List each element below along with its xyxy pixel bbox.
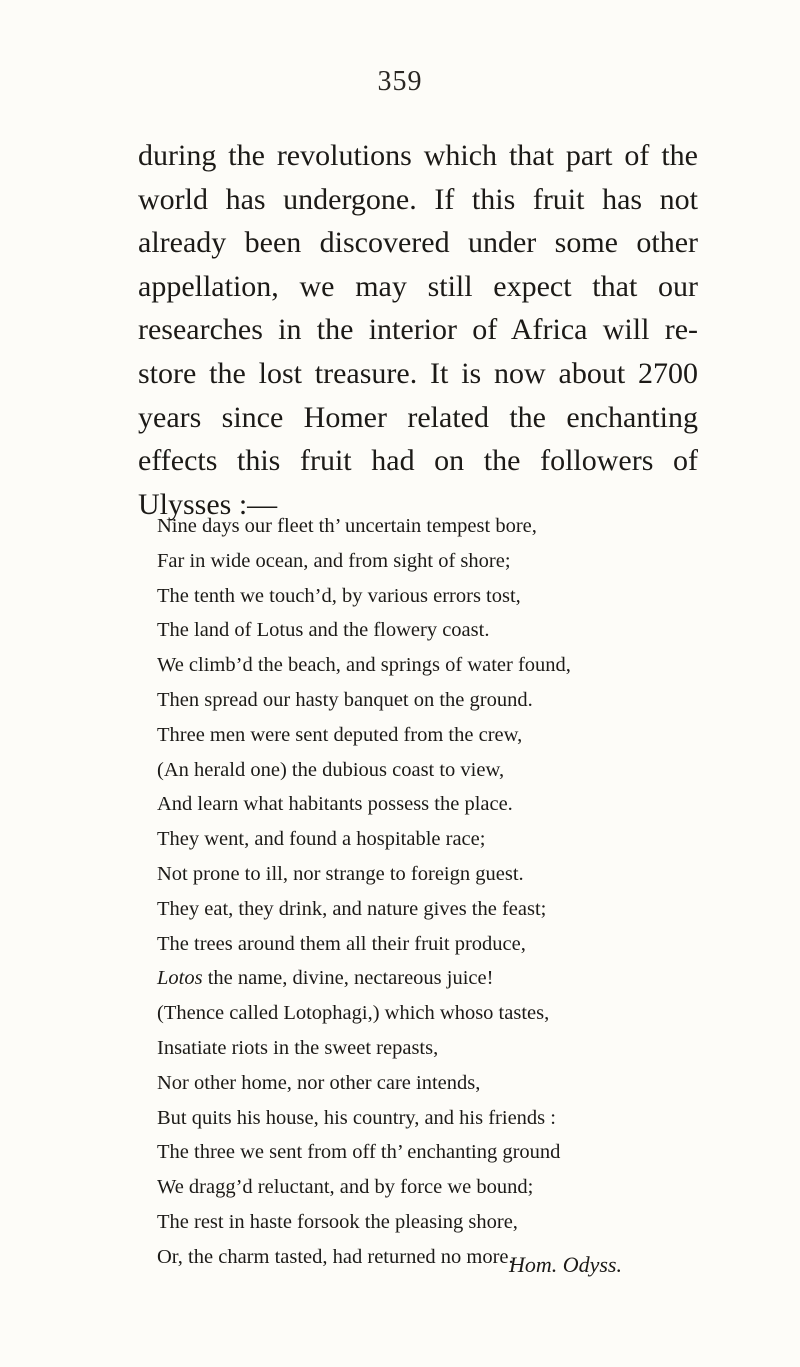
- prose-line: store the lost treasure. It is now about 2700: [138, 356, 698, 390]
- poem-line-text: the name, divine, nectareous juice!: [207, 967, 494, 990]
- poem-line: Not prone to ill, nor strange to foreign guest.: [157, 862, 524, 885]
- prose-line: appellation, we may still expect that our: [138, 269, 698, 303]
- poem-line: And learn what habitants possess the place.: [157, 793, 513, 816]
- poem-attribution: Hom. Odyss.: [508, 1252, 622, 1277]
- prose-line: already been discovered under some other: [138, 226, 698, 260]
- prose-paragraph: [138, 134, 698, 526]
- poem-quotation: [157, 509, 717, 1275]
- poem-line: [157, 961, 717, 996]
- poem-line: (An herald one) the dubious coast to view,: [157, 758, 505, 781]
- poem-line: Or, the charm tasted, had returned no more.: [157, 1245, 514, 1268]
- poem-line: They eat, they drink, and nature gives the feast;: [157, 897, 547, 920]
- prose-line: years since Homer related the enchanting: [138, 400, 698, 434]
- poem-line: Insatiate riots in the sweet repasts,: [157, 1036, 439, 1059]
- poem-line: Nor other home, nor other care intends,: [157, 1071, 481, 1094]
- poem-line: The three we sent from off th’ enchanting ground: [157, 1141, 561, 1164]
- poem-line: (Thence called Lotophagi,) which whoso tastes,: [157, 1002, 550, 1025]
- prose-line: world has undergone. If this fruit has not: [138, 182, 698, 216]
- poem-line: Far in wide ocean, and from sight of shore;: [157, 549, 511, 572]
- prose-line: researches in the interior of Africa will re-: [138, 313, 698, 347]
- poem-line: But quits his house, his country, and his friends :: [157, 1106, 556, 1129]
- poem-line: We climb’d the beach, and springs of water found,: [157, 654, 571, 677]
- poem-line: Then spread our hasty banquet on the ground.: [157, 688, 533, 711]
- poem-line: Three men were sent deputed from the crew,: [157, 723, 523, 746]
- poem-line: The rest in haste forsook the pleasing shore,: [157, 1210, 518, 1233]
- poem-line: The trees around them all their fruit produce,: [157, 932, 526, 955]
- poem-line: They went, and found a hospitable race;: [157, 828, 486, 851]
- poem-line: Nine days our fleet th’ uncertain tempest bore,: [157, 515, 537, 537]
- prose-line: effects this fruit had on the followers of: [138, 444, 698, 478]
- page-number: 359: [377, 66, 423, 97]
- poem-italic-word: Lotos: [157, 967, 203, 990]
- prose-line: during the revolutions which that part of the: [138, 139, 698, 172]
- poem-line: The tenth we touch’d, by various errors tost,: [157, 584, 521, 607]
- poem-line: The land of Lotus and the flowery coast.: [157, 619, 490, 642]
- prose-line: Ulysses :—: [138, 487, 278, 521]
- poem-line: We dragg’d reluctant, and by force we bound;: [157, 1176, 534, 1199]
